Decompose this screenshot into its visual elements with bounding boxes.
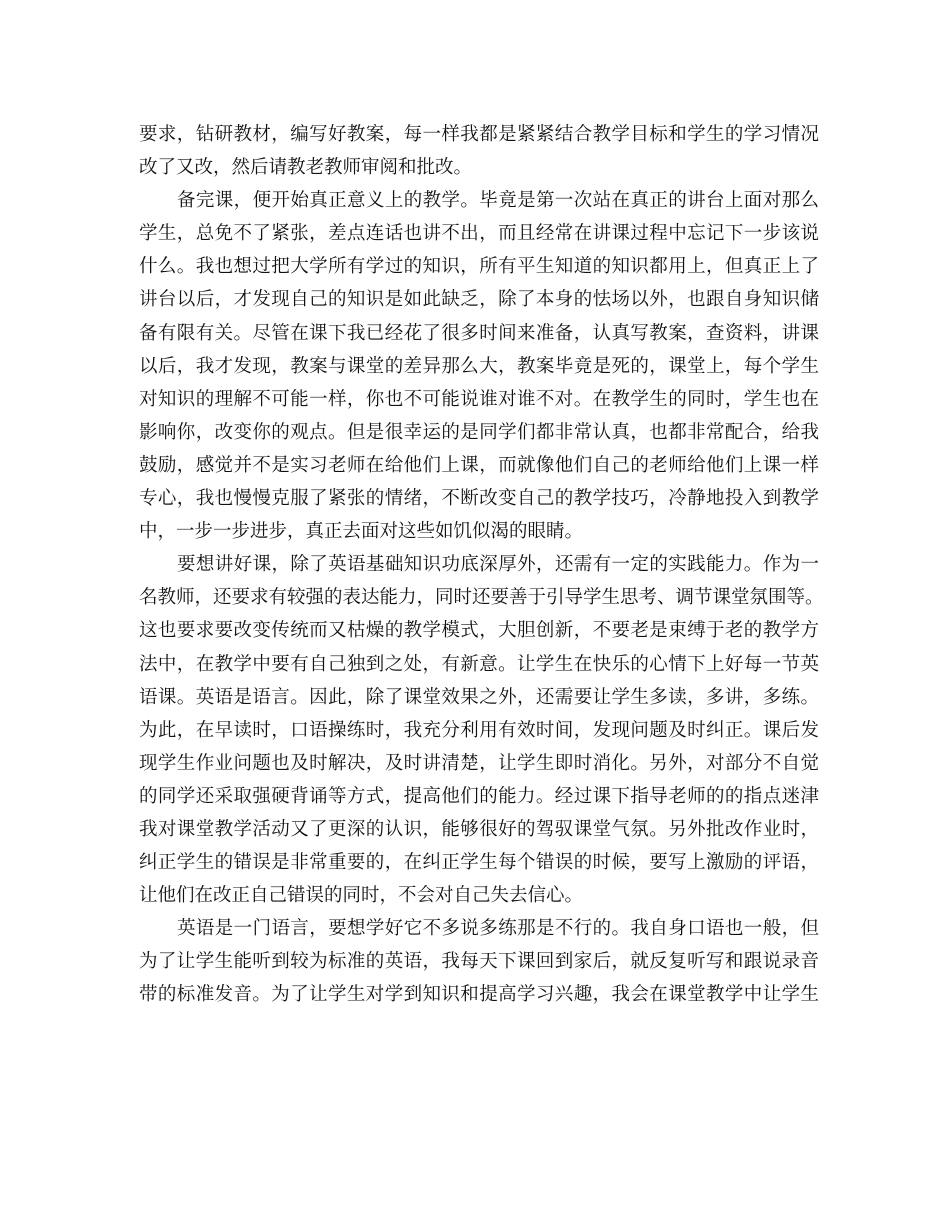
text-line-25: 英语是一门语言，要想学好它不多说多练那是不行的。我自身口语也一般，但 [177, 918, 819, 940]
text-line-10: 影响你，改变你的观点。但是很幸运的是同学们都非常认真，也都非常配合，给我 [139, 421, 819, 443]
text-line-21: 的同学还采取强硬背诵等方式，提高他们的能力。经过课下指导老师的的指点迷津 [139, 785, 819, 807]
text-line-18: 语课。英语是语言。因此，除了课堂效果之外，还需要让学生多读，多讲，多练。 [139, 686, 819, 708]
text-line-6: 讲台以后，才发现自己的知识是如此缺乏，除了本身的怯场以外，也跟自身知识储 [139, 289, 819, 311]
text-line-13: 中，一步一步进步，真正去面对这些如饥似渴的眼睛。 [139, 521, 584, 543]
text-line-2: 改了又改，然后请教老教师审阅和批改。 [139, 157, 473, 179]
text-line-9: 对知识的理解不可能一样，你也不可能说谁对谁不对。在教学生的同时，学生也在 [139, 388, 819, 410]
text-line-8: 以后，我才发现，教案与课堂的差异那么大，教案毕竟是死的，课堂上，每个学生 [139, 355, 819, 377]
text-line-14: 要想讲好课，除了英语基础知识功底深厚外，还需有一定的实践能力。作为一 [177, 554, 819, 576]
text-line-27: 带的标准发音。为了让学生对学到知识和提高学习兴趣，我会在课堂教学中让学生 [139, 984, 819, 1006]
text-line-17: 法中，在教学中要有自己独到之处，有新意。让学生在快乐的心情下上好每一节英 [139, 653, 819, 675]
text-line-3: 备完课，便开始真正意义上的教学。毕竟是第一次站在真正的讲台上面对那么 [177, 190, 819, 212]
text-line-16: 这也要求要改变传统而又枯燥的教学模式，大胆创新，不要老是束缚于老的教学方 [139, 620, 819, 642]
text-line-22: 我对课堂教学活动又了更深的认识，能够很好的驾驭课堂气氛。另外批改作业时， [139, 818, 819, 840]
text-line-19: 为此，在早读时，口语操练时，我充分利用有效时间，发现问题及时纠正。课后发 [139, 719, 819, 741]
text-line-15: 名教师，还要求有较强的表达能力，同时还要善于引导学生思考、调节课堂氛围等。 [139, 587, 824, 609]
document-body [139, 118, 824, 1012]
text-line-12: 专心，我也慢慢克服了紧张的情绪，不断改变自己的教学技巧，冷静地投入到教学 [139, 488, 819, 510]
text-line-4: 学生，总免不了紧张，差点连话也讲不出，而且经常在讲课过程中忘记下一步该说 [139, 223, 819, 245]
text-line-20: 现学生作业问题也及时解决，及时讲清楚，让学生即时消化。另外，对部分不自觉 [139, 752, 819, 774]
text-line-11: 鼓励，感觉并不是实习老师在给他们上课，而就像他们自己的老师给他们上课一样 [139, 454, 819, 476]
text-line-23: 纠正学生的错误是非常重要的，在纠正学生每个错误的时候，要写上激励的评语， [139, 852, 819, 874]
text-line-24: 让他们在改正自己错误的同时，不会对自己失去信心。 [139, 885, 584, 907]
text-line-7: 备有限有关。尽管在课下我已经花了很多时间来准备，认真写教案，查资料，讲课 [139, 322, 819, 344]
text-line-1: 要求，钻研教材，编写好教案，每一样我都是紧紧结合教学目标和学生的学习情况 [139, 124, 819, 145]
text-line-26: 为了让学生能听到较为标准的英语，我每天下课回到家后，就反复听写和跟说录音 [139, 951, 819, 973]
text-line-5: 什么。我也想过把大学所有学过的知识，所有平生知道的知识都用上，但真正上了 [139, 256, 819, 278]
